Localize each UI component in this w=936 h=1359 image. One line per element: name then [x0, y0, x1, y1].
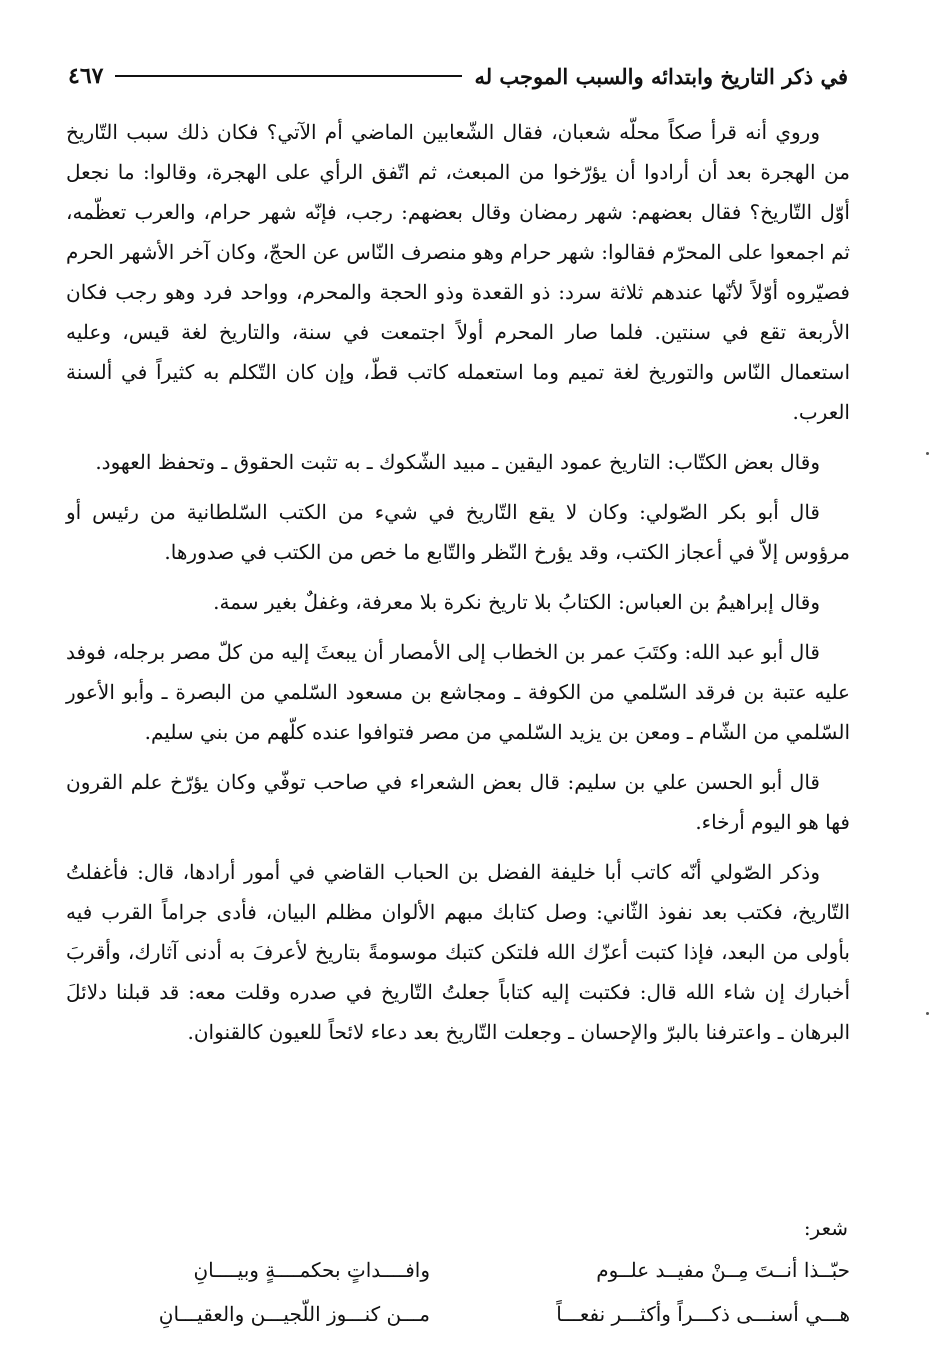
- paragraph: وذكر الصّولي أنّه كاتب أبا خليفة الفضل بن الحباب القاضي في أمور أرادها، قال: فأغفلتُ التّاريخ، فكتب بعد نفوذ الثّاني: وصل كتابك مبهم الألوان مظلم البيان، فأدى جراماً القرب فيه بأولى من البعد، فإذا كتبت أعزّك الله فلتكن كتبك موسومةً بتاريخ لأعرفَ به أدنى آثارك، وأقربَ أخبارك إن شاء الله قال: فكتبت إليه كتاباً جعلتُ التّاريخ في صدره وقلت معه: قد قبلنا دلائلَ البرهان ـ واعترفنا بالبرّ والإحسان ـ وجعلت التّاريخ بعد دعاء لائحاً للعيون كالقنوان.: [66, 860, 850, 1044]
- page-header: [68, 56, 848, 96]
- poetry-label: شعر:: [803, 1216, 848, 1240]
- poetry-section: [66, 1208, 850, 1336]
- verse-line: [66, 1292, 850, 1336]
- verse-second-hemistich: وافــــداتٍ بحكمــــةٍ وبيــــانِ: [193, 1258, 430, 1282]
- paragraph: قال أبو الحسن علي بن سليم: قال بعض الشعراء في صاحب توفّي وكان يؤرّخ علم القرون فها هو اليوم أرخاء.: [66, 770, 850, 834]
- body-text: [66, 112, 850, 1062]
- paragraph: قال أبو عبد الله: وكتَبَ عمر بن الخطاب إلى الأمصار أن يبعثَ إليه من كلّ مصر برجله، فوفد عليه عتبة بن فرقد السّلمي من الكوفة ـ ومجاشع بن مسعود السّلمي من البصرة ـ وأبو الأعور السّلمي من الشّام ـ ومعن بن يزيد السّلمي من مصر فتوافوا عنده كلّهم من بني سليم.: [66, 640, 850, 744]
- scan-speck: [926, 452, 929, 455]
- page-number: ٤٦٧: [68, 63, 104, 89]
- verse-line: [66, 1248, 850, 1292]
- scan-speck: [926, 1012, 929, 1015]
- paragraph: قال أبو بكر الصّولي: وكان لا يقع التّاريخ في شيء من الكتب السّلطانية من رئيس أو مرؤوس إلاّ في أعجاز الكتب، وقد يؤرخ النّظر والتّابع ما خص من الكتب في صدورها.: [66, 500, 850, 564]
- verse-second-hemistich: مـــن كنـــوز اللّجيـــن والعقيـــانِ: [158, 1302, 430, 1326]
- running-title: في ذكر التاريخ وابتدائه والسبب الموجب له: [474, 63, 848, 89]
- paragraph: وقال إبراهيمُ بن العباس: الكتابُ بلا تاريخ نكرة بلا معرفة، وغفلٌ بغير سمة.: [213, 590, 820, 614]
- paragraph: وروي أنه قرأ صكاً محلّه شعبان، فقال الشّعابين الماضي أم الآتي؟ فكان ذلك سبب التّاريخ من الهجرة بعد أن أرادوا أن يؤرّخوا من المبعث، ثم اتّفق الرأي على الهجرة، وقالوا: ما نجعل أوّل التّاريخ؟ فقال بعضهم: شهر رمضان وقال بعضهم: رجب، فإنّه شهر حرام، والعرب تعظّمه، ثم اجمعوا على المحرّم فقالوا: شهر حرام وهو منصرف النّاس عن الحجّ، وكان آخر الأشهر الحرم فصيّروه أوّلاً لأنّها عندهم ثلاثة سرد: ذو القعدة وذو الحجة والمحرم، وواحد فرد وهو رجب فكان الأربعة تقع في سنتين. فلما صار المحرم أولاً اجتمعت في سنة، والتاريخ لغة قيس، وعليه استعمال النّاس والتوريخ لغة تميم وما استعمله كاتب قطّ، وإن كان التّكلم به كثيراً في ألسنة العرب.: [66, 120, 851, 424]
- paragraph: وقال بعض الكتّاب: التاريخ عمود اليقين ـ مبيد الشّكوك ـ به تثبت الحقوق ـ وتحفظ العهود.: [95, 450, 820, 474]
- verse-first-hemistich: حبّــذا أنــتَ مِــنْ مفيــد علــوم: [596, 1258, 850, 1282]
- verse-first-hemistich: هـــي أسنـــى ذكـــراً وأكثـــر نفعـــاً: [556, 1302, 850, 1326]
- header-rule: [115, 75, 462, 77]
